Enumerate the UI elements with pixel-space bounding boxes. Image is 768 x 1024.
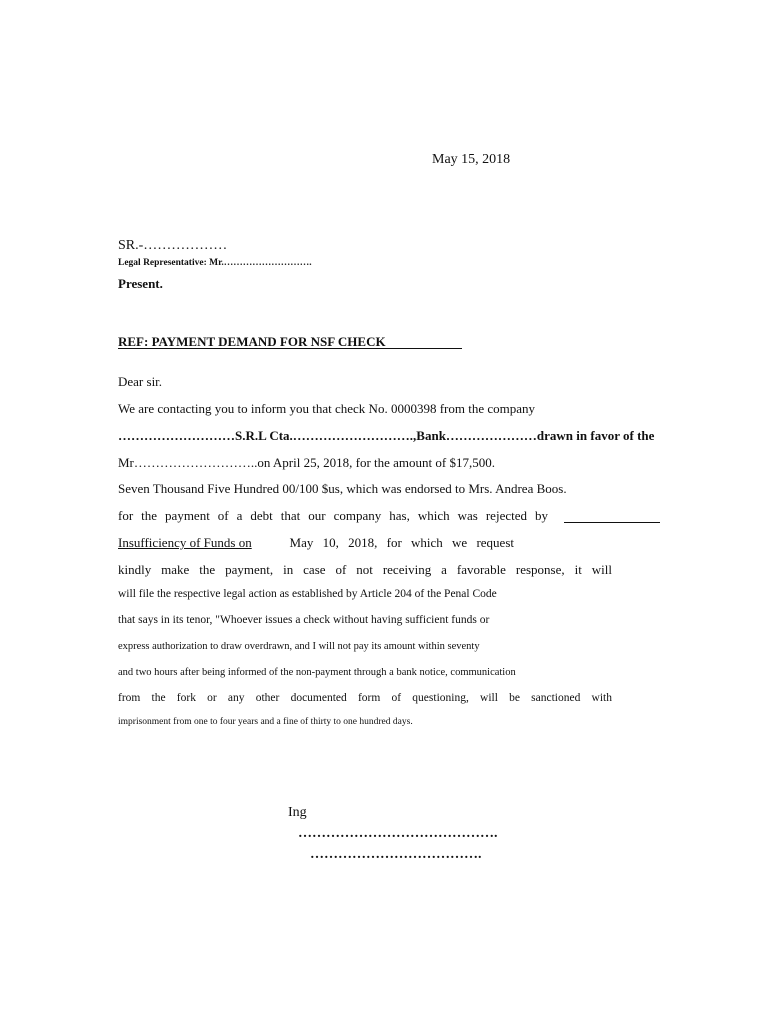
signature-dots-line-2: ………………………………. [310,847,482,862]
present-label: Present. [118,276,163,291]
body-line-12: from the fork or any other documented form of questioning, will be sanctioned with [118,692,612,704]
body-line-10: express authorization to draw overdrawn, and I will not pay its amount within seventy [118,641,480,652]
legal-representative: Legal Representative: Mr.………………………. [118,258,312,268]
reference-heading: REF: PAYMENT DEMAND FOR NSF CHECK [118,334,386,349]
body-line-8: will file the respective legal action as established by Article 204 of the Penal Code [118,588,497,600]
blank-fill-line [564,522,660,523]
body-line-9: that says in its tenor, "Whoever issues a check without having sufficient funds or [118,614,490,626]
reference-underline [118,348,462,349]
signature-title: Ing [288,805,307,820]
body-line-2: ………………………S.R.L Cta.……………………….,Bank…………………drawn in favor of the [118,428,655,443]
letter-date: May 15, 2018 [432,152,511,167]
salutation: Dear sir. [118,374,163,389]
body-line-6-rest: May 10, 2018, for which we request [289,535,514,550]
body-line-5: for the payment of a debt that our company has, which was rejected by [118,508,548,523]
body-line-7: kindly make the payment, in case of not receiving a favorable response, it will [118,562,612,577]
body-line-4: Seven Thousand Five Hundred 00/100 $us, which was endorsed to Mrs. Andrea Boos. [118,481,567,496]
signature-dots-line-1: ……………………………………. [298,826,498,841]
body-line-1: We are contacting you to inform you that check No. 0000398 from the company [118,401,536,416]
addressee: SR.-……………… [118,238,228,253]
body-line-11: and two hours after being informed of the non-payment through a bank notice, communication [118,667,516,678]
body-line-6 [118,535,514,551]
body-line-13: imprisonment from one to four years and a fine of thirty to one hundred days. [118,717,413,727]
body-line-3: Mr………………………..on April 25, 2018, for the amount of $17,500. [118,455,495,470]
insufficiency-of-funds-text: Insufficiency of Funds on [118,535,252,550]
